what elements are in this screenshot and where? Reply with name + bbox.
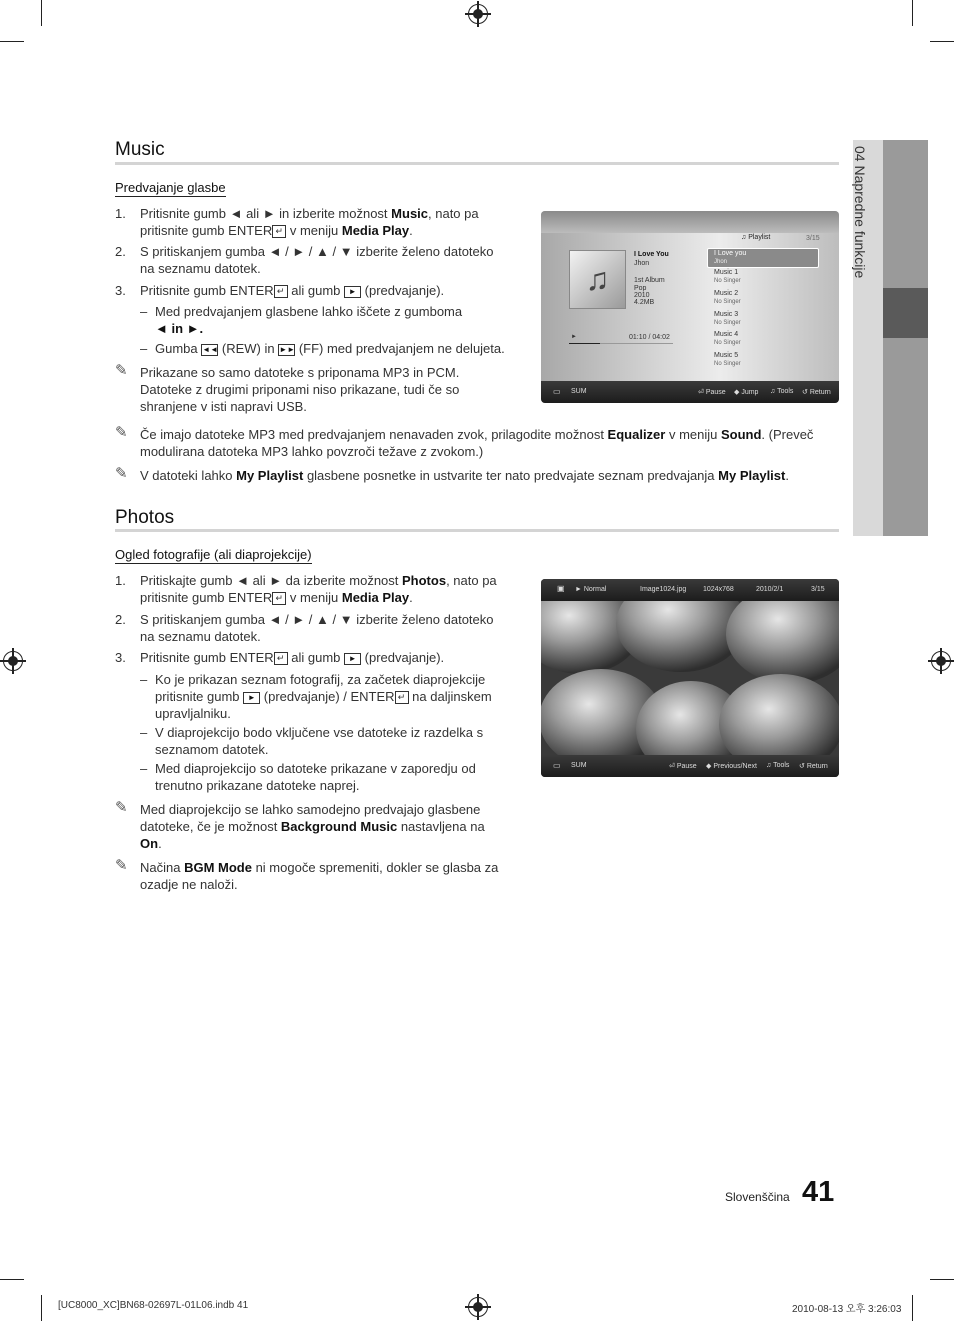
playlist-item[interactable]: Music 1 No Singer (714, 269, 741, 284)
step-number: 3. (115, 650, 126, 665)
photos-note-2: Načina BGM Mode ni mogoče spremeniti, dokler se glasba za ozadje ne naloži. (140, 860, 499, 892)
registration-mark-icon (3, 651, 23, 671)
music-player-screenshot (541, 211, 839, 403)
slideshow-mode: ► Normal (575, 586, 607, 593)
play-key-icon: ► (344, 653, 361, 665)
enter-key-icon: ↵ (272, 225, 286, 238)
play-key-icon: ► (243, 692, 260, 704)
photos-step-2: S pritiskanjem gumba ◄ / ► / ▲ / ▼ izberite želeno datoteko na seznamu datotek. (140, 612, 494, 644)
enter-key-icon: ↵ (274, 652, 288, 665)
playlist-item[interactable]: I Love you Jhon (714, 250, 747, 265)
photo-resolution: 1024x768 (703, 586, 734, 593)
footer-language: Slovenščina (725, 1190, 790, 1204)
crop-mark (41, 0, 42, 26)
dash: – (140, 341, 148, 356)
music-note-3: V datoteki lahko My Playlist glasbene posnetke in ustvarite ter nato predvajate seznam predvajanja My Playlist. (140, 468, 789, 483)
song-year: 2010 (634, 292, 650, 299)
return-control[interactable]: ↺ Return (802, 389, 831, 396)
song-album: 1st Album (634, 277, 665, 284)
print-file-info: [UC8000_XC]BN68-02697L-01L06.indb 41 (58, 1300, 249, 1311)
photos-dash-2: V diaprojekcijo bodo vključene vse datoteke iz razdelka s seznamom datotek. (155, 725, 484, 757)
photo-icon: ▣ (557, 584, 565, 593)
music-dash-1: Med predvajanjem glasbene lahko iščete z gumboma ◄ in ►. (155, 304, 463, 336)
music-step-1: Pritisnite gumb ◄ ali ► in izberite možnost Music, nato pa pritisnite gumb ENTER ↵ v meniju Media Play. (140, 206, 479, 238)
registration-mark-icon (931, 651, 951, 671)
progress-fill (569, 343, 600, 344)
page-number: 41 (802, 1176, 835, 1208)
photos-heading: Photos (115, 507, 175, 528)
tools-control[interactable]: ♫ Tools (766, 762, 790, 769)
side-tab-marker (883, 288, 928, 338)
song-title: I Love You (634, 251, 669, 258)
photo-date: 2010/2/1 (756, 586, 784, 593)
step-number: 2. (115, 244, 126, 259)
enter-key-icon: ↵ (395, 691, 409, 704)
music-subheading: Predvajanje glasbe (115, 180, 226, 195)
enter-key-icon: ↵ (272, 592, 286, 605)
photos-step-1: Pritiskajte gumb ◄ ali ► da izberite možnost Photos, nato pa pritisnite gumb ENTER ↵ v meniju Media Play. (140, 573, 497, 605)
tools-control[interactable]: ♫ Tools (770, 388, 794, 395)
step-number: 1. (115, 206, 126, 221)
note-pencil-icon: ✎ (115, 857, 128, 874)
crop-mark (912, 0, 913, 26)
enter-key-icon: ↵ (274, 285, 288, 298)
section-rule (115, 529, 839, 532)
song-genre: Pop (634, 285, 647, 292)
playlist-item[interactable]: Music 4 No Singer (714, 331, 741, 346)
device-name: SUM (571, 388, 587, 395)
step-number: 2. (115, 612, 126, 627)
photos-step-3: Pritisnite gumb ENTER ↵ ali gumb ► (predvajanje). (140, 650, 445, 665)
crop-mark (41, 1295, 42, 1321)
rew-key-icon: ◄◄ (202, 344, 219, 354)
return-control[interactable]: ↺ Return (799, 763, 828, 770)
usb-icon: ▭ (553, 761, 561, 770)
note-pencil-icon: ✎ (115, 799, 128, 816)
photo-control-bar (541, 755, 839, 777)
note-pencil-icon: ✎ (115, 465, 128, 482)
crop-mark (0, 1279, 24, 1280)
music-step-2: S pritiskanjem gumba ◄ / ► / ▲ / ▼ izberite želeno datoteko na seznamu datotek. (140, 244, 494, 276)
crop-mark (912, 1295, 913, 1321)
music-step-3: Pritisnite gumb ENTER ↵ ali gumb ► (predvajanje). (140, 283, 445, 298)
photo-viewer-screenshot (541, 579, 839, 777)
step-number: 1. (115, 573, 126, 588)
music-control-bar (541, 381, 839, 403)
photos-subheading: Ogled fotografije (ali diaprojekcije) (115, 547, 312, 562)
photo-filename: Image1024.jpg (640, 586, 687, 593)
pause-control[interactable]: ⏎ Pause (698, 389, 726, 396)
photos-dash-3: Med diaprojekcijo so datoteke prikazane v zaporedju od trenutno prikazane datoteke naprej. (155, 761, 476, 793)
song-artist: Jhon (634, 260, 650, 267)
print-datetime: 2010-08-13 오후 3:26:03 (792, 1304, 902, 1315)
music-dash-2: Gumba ◄◄ (REW) in ►► (FF) med predvajanjem ne delujeta. (155, 341, 505, 356)
pause-control[interactable]: ⏎ Pause (669, 763, 697, 770)
crop-mark (0, 41, 24, 42)
dash: – (140, 725, 148, 740)
album-art-icon: ♫ (569, 250, 626, 309)
prev-next-control[interactable]: ◆ Previous/Next (706, 763, 757, 770)
device-name: SUM (571, 762, 587, 769)
registration-mark-icon (468, 4, 488, 24)
section-rule (115, 162, 839, 165)
dash: – (140, 761, 148, 776)
playlist-count: 3/15 (806, 235, 820, 242)
play-indicator-icon: ► (571, 334, 577, 340)
screen-top-strip (541, 211, 839, 233)
ff-key-icon: ►► (279, 344, 296, 354)
apples-photo (541, 579, 839, 777)
crop-mark (930, 41, 954, 42)
photos-note-1: Med diaprojekcijo se lahko samodejno predvajajo glasbene datoteke, če je možnost Background Music nastavljena na On. (140, 802, 485, 851)
music-note-2: Če imajo datoteke MP3 med predvajanjem nenavaden zvok, prilagodite možnost Equalizer v meniju Sound. (Preveč modulirana datoteka MP3 lahko povzroči težave z zvokom.) (140, 427, 814, 459)
note-pencil-icon: ✎ (115, 362, 128, 379)
usb-icon: ▭ (553, 387, 561, 396)
playlist-label: ♫ Playlist (741, 234, 771, 241)
side-tab-label: 04 Napredne funkcije (852, 146, 868, 279)
playlist-item[interactable]: Music 5 No Singer (714, 352, 741, 367)
photo-info-bar (541, 579, 839, 601)
step-number: 3. (115, 283, 126, 298)
play-key-icon: ► (344, 286, 361, 298)
note-pencil-icon: ✎ (115, 424, 128, 441)
photo-count: 3/15 (811, 586, 825, 593)
music-note-1: Prikazane so samo datoteke s priponama MP3 in PCM. Datoteke z drugimi priponami niso prikazane, tudi če so shranjene v isti napravi USB. (140, 365, 460, 414)
photos-dash-1: Ko je prikazan seznam fotografij, za začetek diaprojekcije pritisnite gumb ► (predvajanje) / ENTER ↵ na daljinskem upravljalniku. (155, 672, 492, 721)
jump-control[interactable]: ◆ Jump (734, 389, 759, 396)
playlist-item[interactable]: Music 2 No Singer (714, 290, 741, 305)
dash: – (140, 672, 148, 687)
crop-mark (930, 1279, 954, 1280)
registration-mark-icon (468, 1297, 488, 1317)
side-tab-band (883, 140, 928, 536)
playlist-icon: ♫ (741, 234, 747, 241)
song-size: 4.2MB (634, 299, 655, 306)
music-heading: Music (115, 139, 165, 160)
playlist-item[interactable]: Music 3 No Singer (714, 311, 741, 326)
dash: – (140, 304, 148, 319)
song-time: 01:10 / 04:02 (629, 334, 670, 341)
